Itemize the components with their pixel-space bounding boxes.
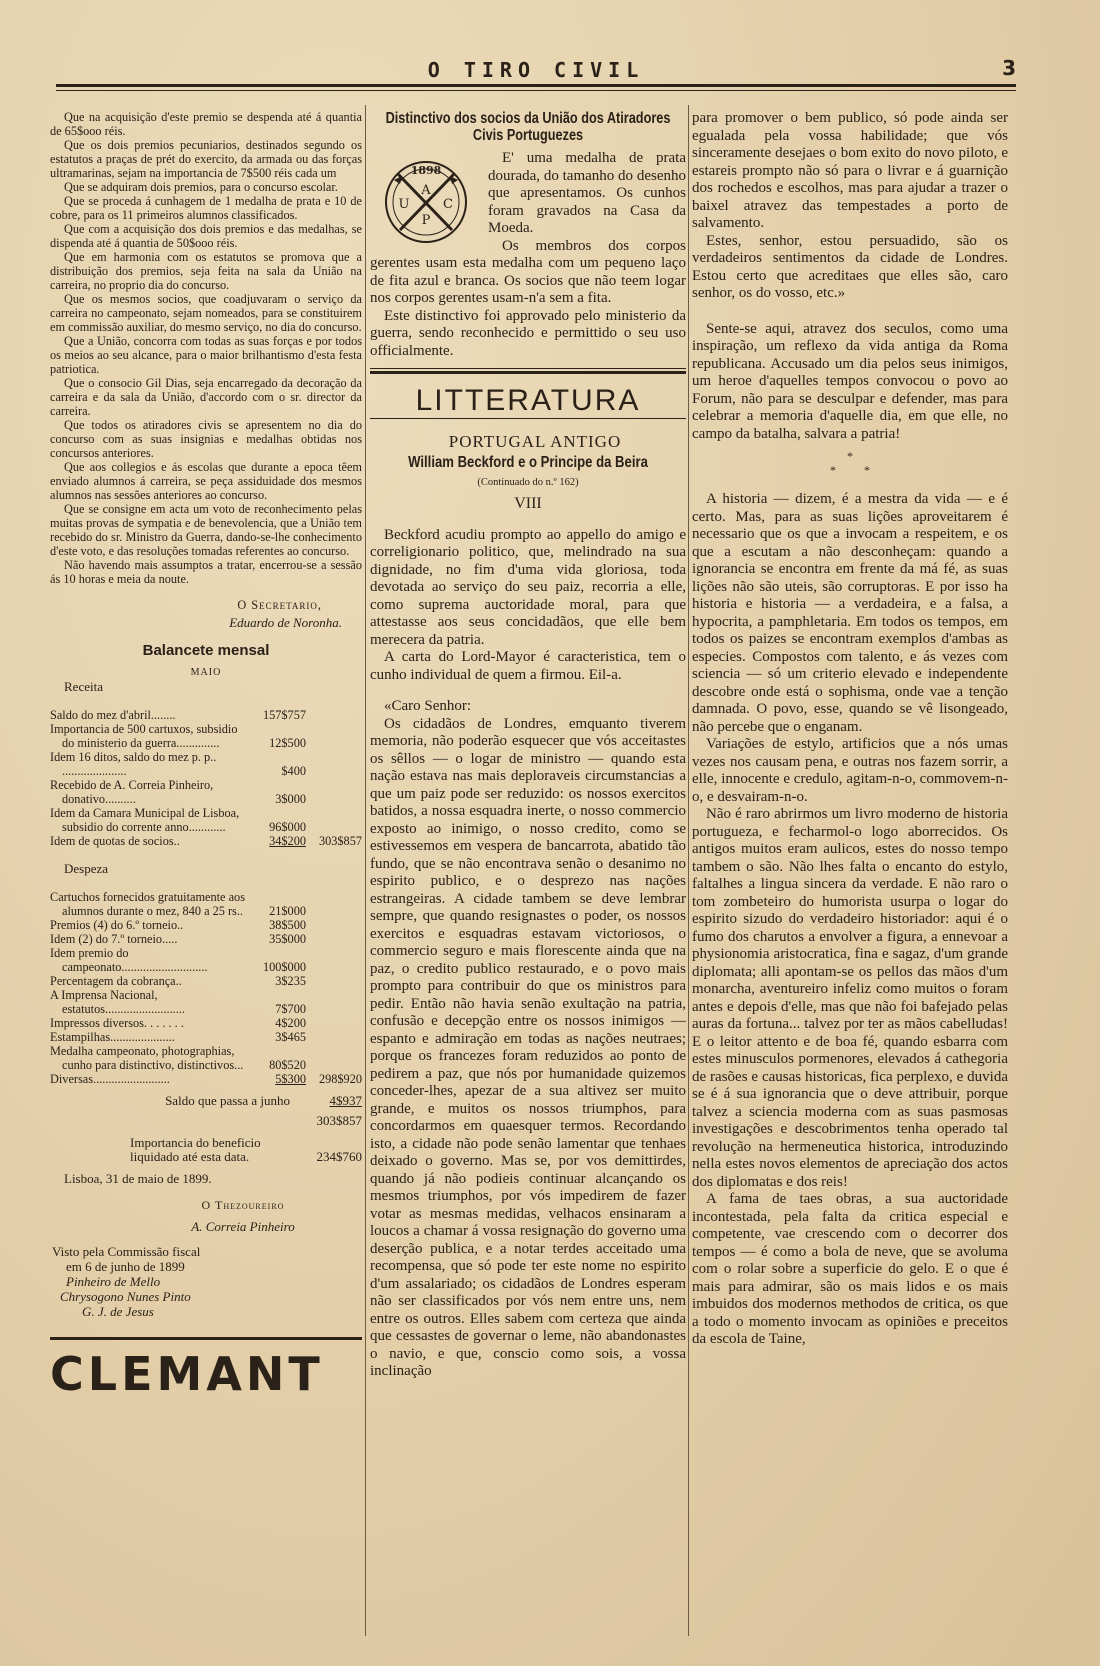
resolution-paragraph: Que aos collegios e ás escolas que durante a epoca têem enviado alumnos á carreira, se peça assiduidade dos mesmos alumnos nas sessões anteriores ao concurso. (50, 460, 362, 502)
treasurer-label: O Thezoureiro (201, 1198, 285, 1212)
receita-row-label: Saldo do mez d'abril........ (50, 708, 176, 722)
despeza-row-amount: 80$520 (269, 1058, 306, 1072)
receita-row-amount: $400 (281, 764, 306, 778)
receita-row-amount: 96$000 (269, 820, 306, 834)
commentary-paragraph-3: Variações de estylo, artificios que a nós umas vezes nos causam pena, e outras nos fazem sorrir, a elle, innocente e credulo, agitam-n-o, commovem-n-o, e desvairam-n-o. (692, 736, 1008, 805)
section-rule-thick (370, 371, 686, 374)
despeza-row-amount: 7$700 (275, 1002, 306, 1016)
receita-row-amount: 12$500 (269, 736, 306, 750)
saldo-label: Saldo que passa a junho (165, 1093, 290, 1108)
series-title: PORTUGAL ANTIGO (448, 431, 622, 451)
despeza-row-label: Diversas......................... (50, 1072, 170, 1086)
receita-row (50, 708, 362, 722)
receita-row-amount: 34$200 (269, 834, 306, 848)
resolution-paragraph: Que se adquiram dois premios, para o concurso escolar. (64, 180, 338, 194)
visto-name-1: Pinheiro de Mello (66, 1274, 161, 1289)
despeza-row-label: Idem premio do campeonato............................ (50, 946, 208, 974)
resolution-paragraph: Que com a acquisição dos dois premios e das medalhas, se dispenda até á quantia de 50$ooo réis. (50, 222, 362, 250)
despeza-row-total: 298$920 (318, 1072, 362, 1086)
visto-name-2: Chrysogono Nunes Pinto (60, 1289, 191, 1304)
section-heading-litteratura: LITTERATURA (415, 384, 641, 417)
receita-row (50, 806, 362, 834)
secretary-label: O Secretario, (237, 598, 322, 612)
column-1 (50, 110, 362, 1636)
despeza-row (50, 1030, 362, 1044)
date-line: Lisboa, 31 de maio de 1899. (64, 1171, 212, 1186)
continued-note: (Continuado do n.º 162) (477, 476, 579, 488)
treasurer-name: A. Correia Pinheiro (191, 1219, 295, 1234)
despeza-table (50, 890, 362, 1086)
newspaper-title: O TIRO CIVIL (427, 58, 645, 82)
column-3 (692, 110, 1008, 1636)
despeza-row-amount: 4$200 (275, 1016, 306, 1030)
despeza-row (50, 1016, 362, 1030)
section-rule-thin (370, 368, 686, 369)
despeza-row-label: Medalha campeonato, photographias, cunho para distinctivo, distinctivos... (50, 1044, 244, 1072)
page-number: 3 (1002, 56, 1016, 80)
column-divider-2 (688, 105, 689, 1636)
resolution-paragraph: Que se proceda á cunhagem de 1 medalha de prata e 10 de cobre, para os 11 primeiros alumnos classificados. (50, 194, 362, 222)
distinctivo-paragraph: E' uma medalha de prata dourada, do tamanho do desenho que apresentamos. Os cunhos foram gravados na Casa da Moeda. (488, 150, 686, 236)
receita-row-label: Idem da Camara Municipal de Lisboa, subsidio do corrente anno............ (50, 806, 240, 834)
saldo-value: 4$937 (329, 1093, 362, 1108)
secretary-name: Eduardo de Noronha. (229, 615, 342, 630)
litteratura-rule (370, 418, 686, 419)
despeza-row (50, 1072, 362, 1086)
asterism-left: * (830, 463, 836, 477)
chapter-number: VIII (514, 495, 542, 512)
despeza-row-amount: 21$000 (269, 904, 306, 918)
medal-letter-a: A (421, 183, 431, 198)
article-text (370, 527, 686, 685)
medal-icon (370, 154, 482, 250)
receita-row-amount: 157$757 (262, 708, 306, 722)
resolution-paragraph: Que se consigne em acta um voto de reconhecimento pelas muitas provas de sympatia e de benevolencia, que a União tem recebido do sr. Ministro da Guerra, dando-se-lhe conhecimento d'este voto, e das resoluções tomadas referentes ao concurso. (50, 502, 362, 558)
saldo-row (50, 1094, 362, 1108)
column-2 (370, 110, 686, 1636)
despeza-row-label: Estampilhas..................... (50, 1030, 175, 1044)
despeza-row-amount: 35$000 (269, 932, 306, 946)
beneficio-label: Importancia do beneficio liquidado até esta data. (130, 1135, 261, 1164)
visto-block (50, 1244, 362, 1319)
despeza-row (50, 918, 362, 932)
letter-continuation: para promover o bem publico, só pode ainda ser egualada pela vossa habilidade; que vós sinceramente desejaes o bom exito do novo piloto, e estareis prompto não só para o livrar e á guarnição dos rochedos e escolhos, mas para ajudar a trazer o baixel atravez das tempestades a porto de salvamento. (692, 110, 1008, 231)
beneficio-row (50, 1136, 362, 1164)
receita-row (50, 834, 362, 848)
resolution-paragraph: Não havendo mais assumptos a tratar, encerrou-se a sessão ás 10 horas e meia da noute. (50, 558, 362, 586)
total-row (50, 1114, 362, 1128)
commentary-paragraph-5: A fama de taes obras, a sua auctoridade incontestada, pela falta da critica especial e competente, vae crescendo com o decorrer dos tempos — é como a bola de neve, que se avoluma com o rolar sobre a superficie do gelo. E o que é mais para admirar, são os mais lidos e os mais imbuidos dos modernos methodos de critica, os que a todo o momento invocam as opiniões e preceitos da escola de Taine, (692, 1191, 1008, 1347)
asterism-top: * (847, 449, 853, 463)
asterism-right: * (864, 463, 870, 477)
despeza-row-label: A Imprensa Nacional, estatutos.......................... (50, 988, 185, 1016)
resolution-paragraph: Que o consocio Gil Dias, seja encarregado da decoração da carreira e da sala da União, d'accordo com o sr. director da carreira. (50, 376, 362, 418)
despeza-row-amount: 3$465 (275, 1030, 306, 1044)
medal-letter-c: C (443, 197, 453, 212)
visto-name-3: G. J. de Jesus (82, 1304, 154, 1319)
despeza-row-label: Impressos diversos. . . . . . . (50, 1016, 184, 1030)
beneficio-value: 234$760 (316, 1149, 362, 1164)
distinctivo-paragraph: Este distinctivo foi approvado pelo ministerio da guerra, sendo reconhecido e permittido o seu uso officialmente. (370, 307, 686, 359)
balance-title: Balancete mensal (142, 642, 270, 659)
receita-table (50, 708, 362, 848)
visto-line-2: em 6 de junho de 1899 (66, 1259, 185, 1274)
resolution-paragraph: Que os dois premios pecuniarios, destinados segundo os estatutos a praças de prét do exercito, da armada ou das forças ultramarinas, sejam na importancia de 7$500 réis cada um (50, 138, 362, 180)
despeza-row-amount: 100$000 (262, 960, 306, 974)
despeza-row (50, 890, 362, 918)
medal-letter-u: U (398, 197, 410, 212)
total-value: 303$857 (316, 1113, 362, 1128)
masthead-rule-thick (56, 84, 1016, 87)
distinctivo-title: Distinctivo dos socios da União dos Atiradores Civis Portuguezes (385, 110, 671, 144)
medal-letter-p: P (421, 213, 431, 228)
article-title: William Beckford e o Principe da Beira (408, 454, 648, 471)
despeza-row (50, 974, 362, 988)
receita-row (50, 750, 362, 778)
despeza-row-amount: 38$500 (269, 918, 306, 932)
despeza-row-amount: 3$235 (275, 974, 306, 988)
despeza-row-amount: 5$300 (275, 1072, 306, 1086)
commentary-paragraph-4: Não é raro abrirmos um livro moderno de historia portugueza, e fecharmol-o logo aborrecidos. Os antigos muitos eram aulicos, estes do nosso tempo tambem o são. Não lhes falta o encanto do estylo, faltalhes a lingua sincera da verdade. E não raro o tom zombeteiro do humorista usurpa o logar do espirito sizudo do verdadeiro historiador: aqui é o fumo dos charutos a envolver a figura, a ennevoar a physionomia aristocratica, fina e sagaz, d'um grande diplomata; alli apontam-se os pellos das mãos d'um monarcha, aventureiro infeliz como muitos o foram antes e depois d'elle, mas que não foi bafejado pelas auras da fortuna... talvez por ter as mãos cabelludas! E o leitor attento e de boa fé, quando esbarra com estes minusculos pormenores, elevados á cathegoria de rasões e causas historicas, fica perplexo, e duvida se é á sua ignorancia que o deve attribuir, porque talvez a sciencia moderna com as suas pasmosas investigações e descobrimentos tenha operado tal revolução na hermeneutica historica, introduzindo nella estes novos elementos de apreciação dos actos dos diplomatas e dos reis! (692, 806, 1008, 1190)
receita-row (50, 722, 362, 750)
despeza-row-label: Percentagem da cobrança.. (50, 974, 182, 988)
masthead-rule-thin (56, 90, 1016, 91)
resolution-paragraph: Que na acquisição d'este premio se despenda até á quantia de 65$ooo réis. (50, 110, 362, 138)
article-paragraph: Beckford acudiu prompto ao appello do amigo e correligionario politico, que, melindrado na sua dignidade, no fim d'uma vida gloriosa, toda devotada ao serviço do seu paiz, recorria a elle, como suprema auctoridade moral, para que attestasse aos seus concidadãos, que elle bem merecera da patria. (370, 526, 686, 648)
medal-illustration (370, 154, 482, 250)
resolution-paragraph: Que os mesmos socios, que coadjuvaram o serviço da carreira no campeonato, sejam nomeados, para se constituirem em commissão auxiliar, do mesmo serviço, no dia do concurso. (50, 292, 362, 334)
letter-body: Os cidadãos de Londres, emquanto tiverem memoria, não poderão esquecer que vós acceitastes os sêllos — o logar de ministro — quando esta nação estava nas mais deploraveis circumstancias a que um paiz pode ser reduzido: os nossos exercitos batidos, a nossa esquadra inerte, o nosso commercio exposto ao inimigo, o nosso credito, como se estivessemos em vespera de bancarrota, abatido tão fundo, que se não encontrava senão o desanimo no espirito publico, e o desprezo nas nações estrangeiras. A cidade tambem se deve lembrar sempre, que quando resignastes o poder, os nossos exercitos e esquadras estavam victoriosos, o commercio seguro e mais florescente ainda que na paz, o credito publico restaurado, e o povo mais prompto para contribuir do que os ministros para pedir. Então não havia senão exultação na patria, confusão e decepção entre os nossos inimigos — espanto e admiração em todas as nações neutraes; porque os francezes foram reduzidos ao ponto de pedirem a paz, que nós por humanidade quizemos conceder-lhes, apezar de a sua altivez ser muito grande, e muitos os nossos triumphos, para concordarmos em quaesquer termos. Recordando isto, a cidade não pode senão lamentar que tenhaes deixado o governo. Mas se, por vos demittirdes, quando já não podieis continuar alcançando os mesmos triumphos, por vós impedirem de fazer votar as mesmas medidas, velhacos ensinaram a loucos a chamar á vossa resignação do governo uma deserção publica, e a notar terdes acceitado uma recompensa, que só pode ter este nome no espirito d'um assalariado; os cidadãos de Londres esperam não ser classificados por vós nem entre uns, nem entre os outros. Elles sabem com certeza que ainda que cessastes de governar o leme, não abandonastes o navio, e que, conscio como sois, a vossa inclinação (370, 715, 686, 1379)
receita-row-label: Recebido de A. Correia Pinheiro, donativo.......... (50, 778, 214, 806)
advert-clemant: CLEMANT (50, 1347, 324, 1401)
despeza-row (50, 946, 362, 974)
letter-salutation: «Caro Senhor: (384, 698, 472, 714)
despeza-row (50, 1044, 362, 1072)
advert-rule (50, 1337, 362, 1340)
asterism (692, 449, 1008, 477)
receita-row (50, 778, 362, 806)
receita-label: Receita (64, 679, 103, 694)
despeza-row (50, 932, 362, 946)
receita-row-label: Idem 16 ditos, saldo do mez p. p.. ..................... (50, 750, 217, 778)
despeza-row-label: Premios (4) do 6.º torneio.. (50, 918, 184, 932)
visto-line-1: Visto pela Commissão fiscal (52, 1244, 201, 1259)
resolution-paragraph: Que a União, concorra com todas as suas forças e por todos os meios ao seu alcance, para o maior brilhantismo d'esta festa patriotica. (50, 334, 362, 376)
masthead (56, 52, 1016, 92)
receita-row-label: Importancia de 500 cartuxos, subsidio do ministerio da guerra.............. (50, 722, 238, 750)
despeza-label: Despeza (64, 861, 109, 876)
distinctivo-paragraph: Os membros dos corpos gerentes usam esta medalha com um pequeno laço de fita azul e branca. Os socios que não teem logar nos corpos gerentes usam-n'a sem a fita. (370, 237, 686, 306)
despeza-row-label: Idem (2) do 7.º torneio..... (50, 932, 178, 946)
commentary-paragraph-1: Sente-se aqui, atravez dos seculos, como uma inspiração, um reflexo da vida antiga da Roma republicana. Accusado um dia pelos seus inimigos, um heroe d'aquelles tempos convocou o povo ao Forum, não para se desculpar e defender, mas para celebrar a memoria d'aquelle dia, em que elle, no campo da batalha, salvara a patria! (692, 320, 1008, 442)
despeza-row (50, 988, 362, 1016)
receita-row-amount: 3$000 (275, 792, 306, 806)
article-paragraph: A carta do Lord-Mayor é caracteristica, tem o cunho individual de quem a firmou. Eil-a. (370, 649, 686, 683)
medal-year: 1898 (410, 164, 442, 177)
despeza-row-label: Cartuchos fornecidos gratuitamente aos alumnos durante o mez, 840 a 25 rs.. (50, 890, 245, 918)
commentary-paragraph-2: A historia — dizem, é a mestra da vida — e é certo. Mas, para as suas lições aproveitarem é necessario que os que a invocam a respeitem, e os que a escutam a não desconheçam: quando a ignorancia se encontra em frente da má fé, as suas lições não são uteis, são corruptoras. E por isso ha historia e historia — a verdadeira, e a falsa, a hypocrita, a pamphletaria. Em todos os tempos, em todos os paizes se encontram exemplos d'ambas as especies. Compostos com talento, e ás vezes com sciencia — só um criterio elevado e independente descobre onde está o sophisma, onde vae a tenção damnada. O povo, esse, quando se vê lisongeado, não percebe que o enganam. (692, 491, 1008, 735)
resolution-paragraph: Que em harmonia com os estatutos se promova que a distribuição dos premios, seja feita na sala da União na carreira, no proprio dia do concurso. (50, 250, 362, 292)
resolutions-text (50, 110, 362, 586)
letter-closing: Estes, senhor, estou persuadido, são os verdadeiros sentimentos da cidade de Londres. Estou certo que acreditaes que elles são, caro senhor, os do vosso, etc.» (692, 232, 1008, 301)
receita-row-label: Idem de quotas de socios.. (50, 834, 180, 848)
resolution-paragraph: Que todos os atiradores civis se apresentem no dia do concurso com as suas insignias e medalhas obtidas nos concursos anteriores. (50, 418, 362, 460)
balance-month: MAIO (190, 667, 222, 678)
receita-row-total: 303$857 (318, 834, 362, 848)
column-divider-1 (365, 105, 366, 1636)
